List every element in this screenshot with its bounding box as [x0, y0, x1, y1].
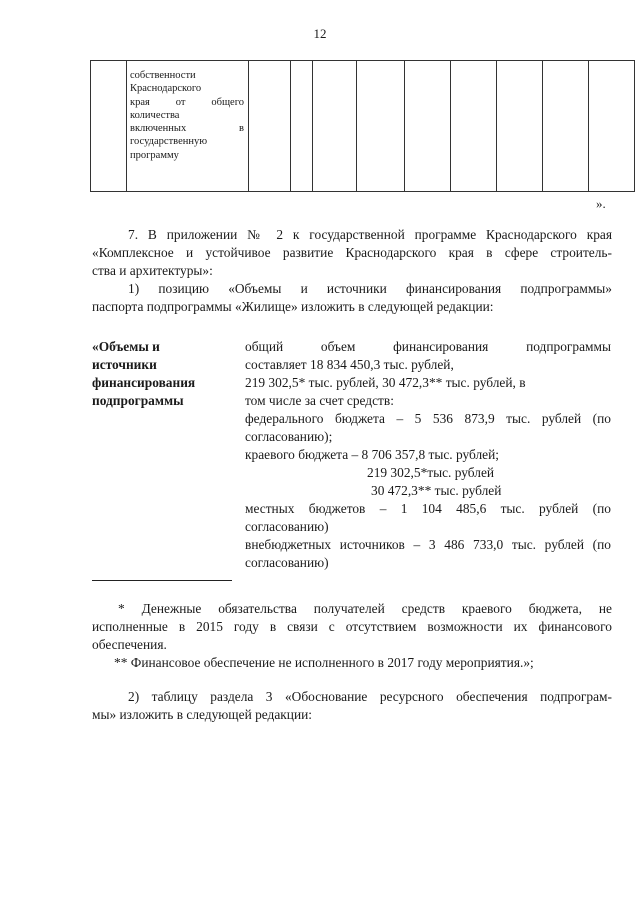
table-cell	[451, 61, 497, 192]
item-2-paragraph	[92, 688, 612, 724]
text-line: 7. В приложении № 2 к государственной программе Краснодарского края	[128, 227, 612, 242]
table-closing-mark: ».	[596, 196, 606, 211]
value-line: согласованию)	[245, 519, 329, 534]
table-cell	[313, 61, 357, 192]
value-line: краевого бюджета – 8 706 357,8 тыс. рублей;	[245, 447, 500, 462]
table-cell	[497, 61, 543, 192]
label-line: подпрограммы	[92, 393, 184, 408]
table-fragment	[90, 60, 635, 192]
page-number: 12	[313, 26, 327, 41]
table-cell	[543, 61, 589, 192]
table-row	[91, 61, 635, 192]
value-line: 30 472,3** тыс. рублей	[371, 483, 502, 498]
position-label	[92, 338, 242, 410]
footnote-line: исполненные в 2015 году в связи с отсутствием возможности их финансового	[92, 619, 612, 634]
value-line: 219 302,5* тыс. рублей, 30 472,3** тыс. рублей, в	[245, 375, 526, 390]
text-line: ства и архитектуры»:	[92, 263, 213, 278]
text-line: «Комплексное и устойчивое развитие Краснодарского края в сфере строитель-	[92, 245, 612, 260]
value-line: местных бюджетов – 1 104 485,6 тыс. рублей (по	[245, 501, 611, 516]
cell-text-line: программу	[130, 149, 179, 161]
footnote-line: ** Финансовое обеспечение не исполненного в 2017 году мероприятия.»;	[114, 655, 534, 670]
value-line: составляет 18 834 450,3 тыс. рублей,	[245, 357, 454, 372]
cell-text-line: края от общего	[130, 96, 244, 108]
value-line: согласованию)	[245, 555, 329, 570]
table-cell	[589, 61, 635, 192]
table-cell-indicator	[127, 61, 249, 192]
cell-text-line: государственную	[130, 136, 208, 148]
value-line: внебюджетных источников – 3 486 733,0 тыс. рублей (по	[245, 537, 611, 552]
text-line: 2) таблицу раздела 3 «Обоснование ресурсного обеспечения подпрограм-	[128, 689, 612, 704]
value-line: согласованию);	[245, 429, 333, 444]
text-line: 1) позицию «Объемы и источники финансирования подпрограммы»	[128, 281, 612, 296]
table-cell	[91, 61, 127, 192]
table-cell	[405, 61, 451, 192]
footnote-line: * Денежные обязательства получателей средств краевого бюджета, не	[118, 601, 612, 616]
label-line: источники	[92, 357, 157, 372]
label-line: финансирования	[92, 375, 196, 390]
cell-text-line: количества	[130, 109, 180, 121]
footnote-line: обеспечения.	[92, 637, 167, 652]
value-line: том числе за счет средств:	[245, 393, 394, 408]
table-cell	[291, 61, 313, 192]
cell-text-line: включенных в	[130, 123, 244, 135]
footnote-separator	[92, 580, 232, 581]
table-cell	[249, 61, 291, 192]
item-7-paragraph	[92, 226, 612, 316]
text-line: паспорта подпрограммы «Жилище» изложить в следующей редакции:	[92, 299, 494, 314]
label-line: «Объемы и	[92, 339, 160, 354]
value-line: федерального бюджета – 5 536 873,9 тыс. рублей (по	[245, 411, 611, 426]
table-cell	[357, 61, 405, 192]
value-line: общий объем финансирования подпрограммы	[245, 339, 611, 354]
cell-text-line: собственности	[130, 70, 196, 81]
value-line: 219 302,5*тыс. рублей	[367, 465, 495, 480]
text-line: мы» изложить в следующей редакции:	[92, 707, 313, 722]
position-value	[245, 338, 611, 572]
footnotes	[92, 600, 612, 672]
cell-text-line: Краснодарского	[130, 83, 202, 95]
